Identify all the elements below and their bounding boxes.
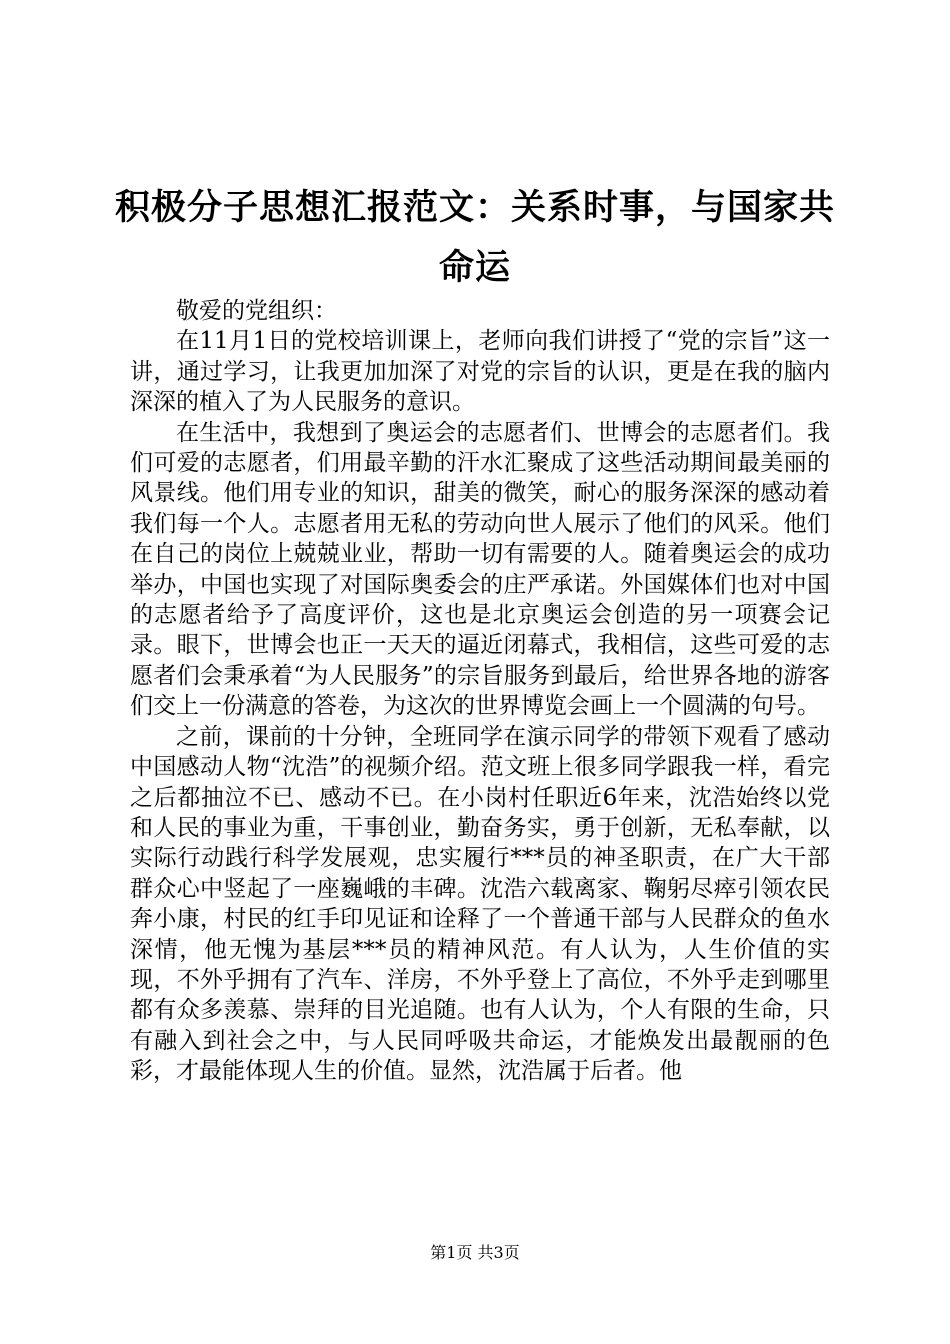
document-title: 积极分子思想汇报范文：关系时事，与国家共命运: [114, 187, 835, 288]
page-footer: [0, 1243, 950, 1263]
paragraph-2: 在生活中，我想到了奥运会的志愿者们、世博会的志愿者们。我们可爱的志愿者，们用最辛勤的汗水汇聚成了这些活动期间最美丽的风景线。他们用专业的知识，甜美的微笑，耐心的服务深深的感动着我们每一个人。志愿者用无私的劳动向世人展示了他们的风采。他们在自己的岗位上兢兢业业，帮助一切有需要的人。随着奥运会的成功举办，中国也实现了对国际奥委会的庄严承诺。外国媒体们也对中国的志愿者给予了高度评价，这也是北京奥运会创造的另一项赛会记录。眼下，世博会也正一天天的逼近闭幕式，我相信，这些可爱的志愿者们会秉承着“为人民服务”的宗旨服务到最后，给世界各地的游客们交上一份满意的答卷，为这次的世界博览会画上一个圆满的句号。: [130, 419, 830, 720]
page-number-indicator: 第1页 共3页: [430, 1243, 520, 1262]
document-body: [130, 296, 830, 1087]
paragraph-3: 之前，课前的十分钟，全班同学在演示同学的带领下观看了感动中国感动人物“沈浩”的视频介绍。范文班上很多同学跟我一样，看完之后都抽泣不已、感动不已。在小岗村任职近6年来，沈浩始终以党和人民的事业为重，干事创业，勤奋务实，勇于创新，无私奉献，以实际行动践行科学发展观，忠实履行***员的神圣职责，在广大干部群众心中竖起了一座巍峨的丰碑。沈浩六载离家、鞠躬尽瘁引领农民奔小康，村民的红手印见证和诠释了一个普通干部与人民群众的鱼水深情，他无愧为基层***员的精神风范。有人认为，人生价值的实现，不外乎拥有了汽车、洋房，不外乎登上了高位，不外乎走到哪里都有众多羡慕、崇拜的目光追随。也有人认为，个人有限的生命，只有融入到社会之中，与人民同呼吸共命运，才能焕发出最靓丽的色彩，才最能体现人生的价值。显然，沈浩属于后者。他: [130, 723, 830, 1085]
paragraph-1: 在11月1日的党校培训课上，老师向我们讲授了“党的宗旨”这一讲，通过学习，让我更加加深了对党的宗旨的认识，更是在我的脑内深深的植入了为人民服务的意识。: [130, 328, 830, 416]
salutation: 敬爱的党组织：: [176, 298, 337, 324]
